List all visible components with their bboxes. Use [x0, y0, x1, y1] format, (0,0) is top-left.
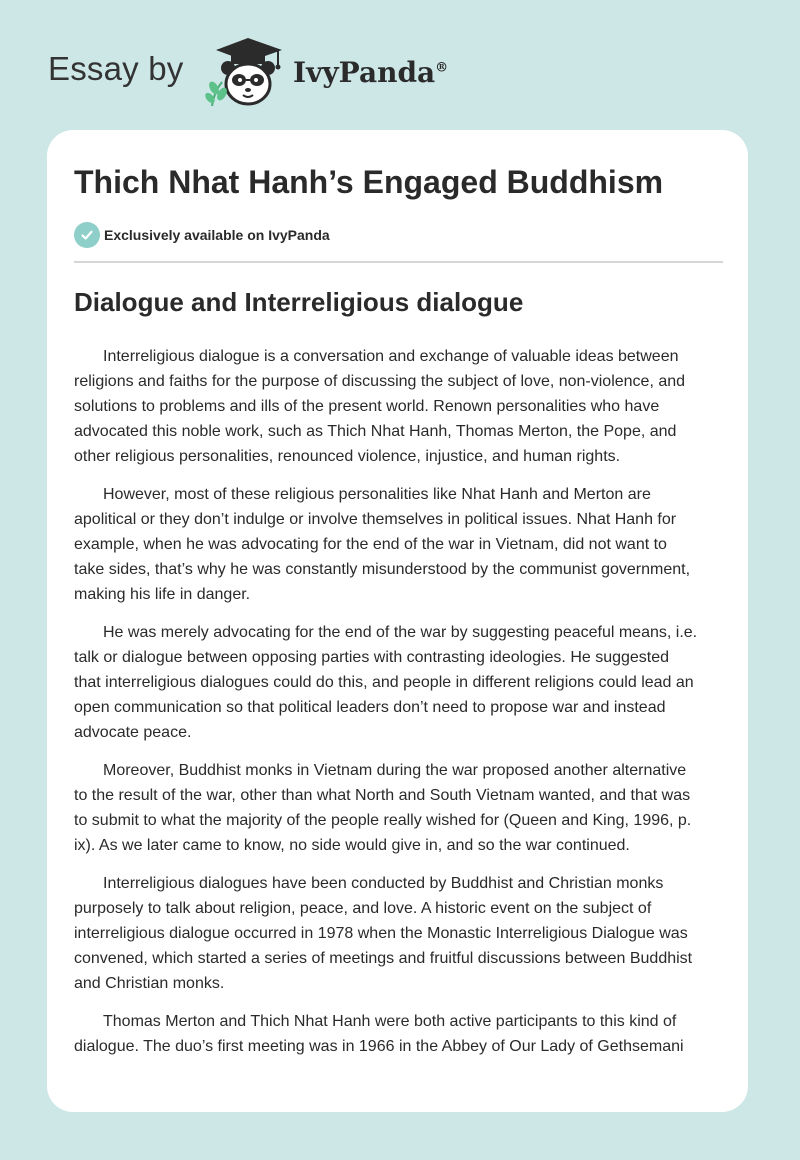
brand-header[interactable] [48, 36, 488, 106]
paragraph: However, most of these religious personalities like Nhat Hanh and Merton are apolitical or they don’t indulge or involve themselves in political issues. Nhat Hanh for example, when he was advocating for the end of the war in Vietnam, did not want to take sides, that’s why he was constantly misunderstood by the communist government, making his life in danger. [74, 486, 691, 603]
check-badge-icon [74, 222, 100, 248]
paragraph: Thomas Merton and Thich Nhat Hanh were both active participants to this kind of dialogue. The duo’s first meeting was in 1966 in the Abbey of Our Lady of Gethsemani [74, 1013, 684, 1055]
essay-card [47, 130, 748, 1112]
brand-name: IvyPanda® [293, 56, 449, 89]
divider [74, 261, 723, 263]
page-title: Thich Nhat Hanh’s Engaged Buddhism [74, 164, 664, 200]
paragraph: He was merely advocating for the end of the war by suggesting peaceful means, i.e. talk or dialogue between opposing parties with contrasting ideologies. He suggested that interreligious dialogues could do this, and people in different religions could lead an open communication so that political leaders don’t need to propose war and instead advocate peace. [74, 624, 698, 741]
badge-label: Exclusively available on IvyPanda [104, 227, 330, 243]
paragraph: Interreligious dialogues have been conducted by Buddhist and Christian monks purposely to talk about religion, peace, and love. A historic event on the subject of interreligious dialogue occurred in 1978 when the Monastic Interreligious Dialogue was convened, which started a series of meetings and fruitful discussions between Buddhist and Christian monks. [74, 875, 693, 992]
panda-graduate-logo-icon [202, 36, 286, 108]
paragraph: Interreligious dialogue is a conversation and exchange of valuable ideas between religions and faiths for the purpose of discussing the subject of love, non-violence, and solutions to problems and ills of the present world. Renown personalities who have advocated this noble work, such as Thich Nhat Hanh, Thomas Merton, the Pope, and other religious personalities, renounced violence, injustice, and human rights. [74, 348, 686, 465]
essay-body [74, 344, 724, 1072]
brand-prefix: Essay by [48, 50, 184, 87]
section-heading: Dialogue and Interreligious dialogue [74, 287, 524, 317]
paragraph: Moreover, Buddhist monks in Vietnam during the war proposed another alternative to the result of the war, other than what North and South Vietnam wanted, and that was to submit to what the majority of the people really wished for (Queen and King, 1996, p. ix). As we later came to know, no side would give in, and so the war continued. [74, 762, 692, 854]
exclusive-badge [74, 222, 330, 248]
